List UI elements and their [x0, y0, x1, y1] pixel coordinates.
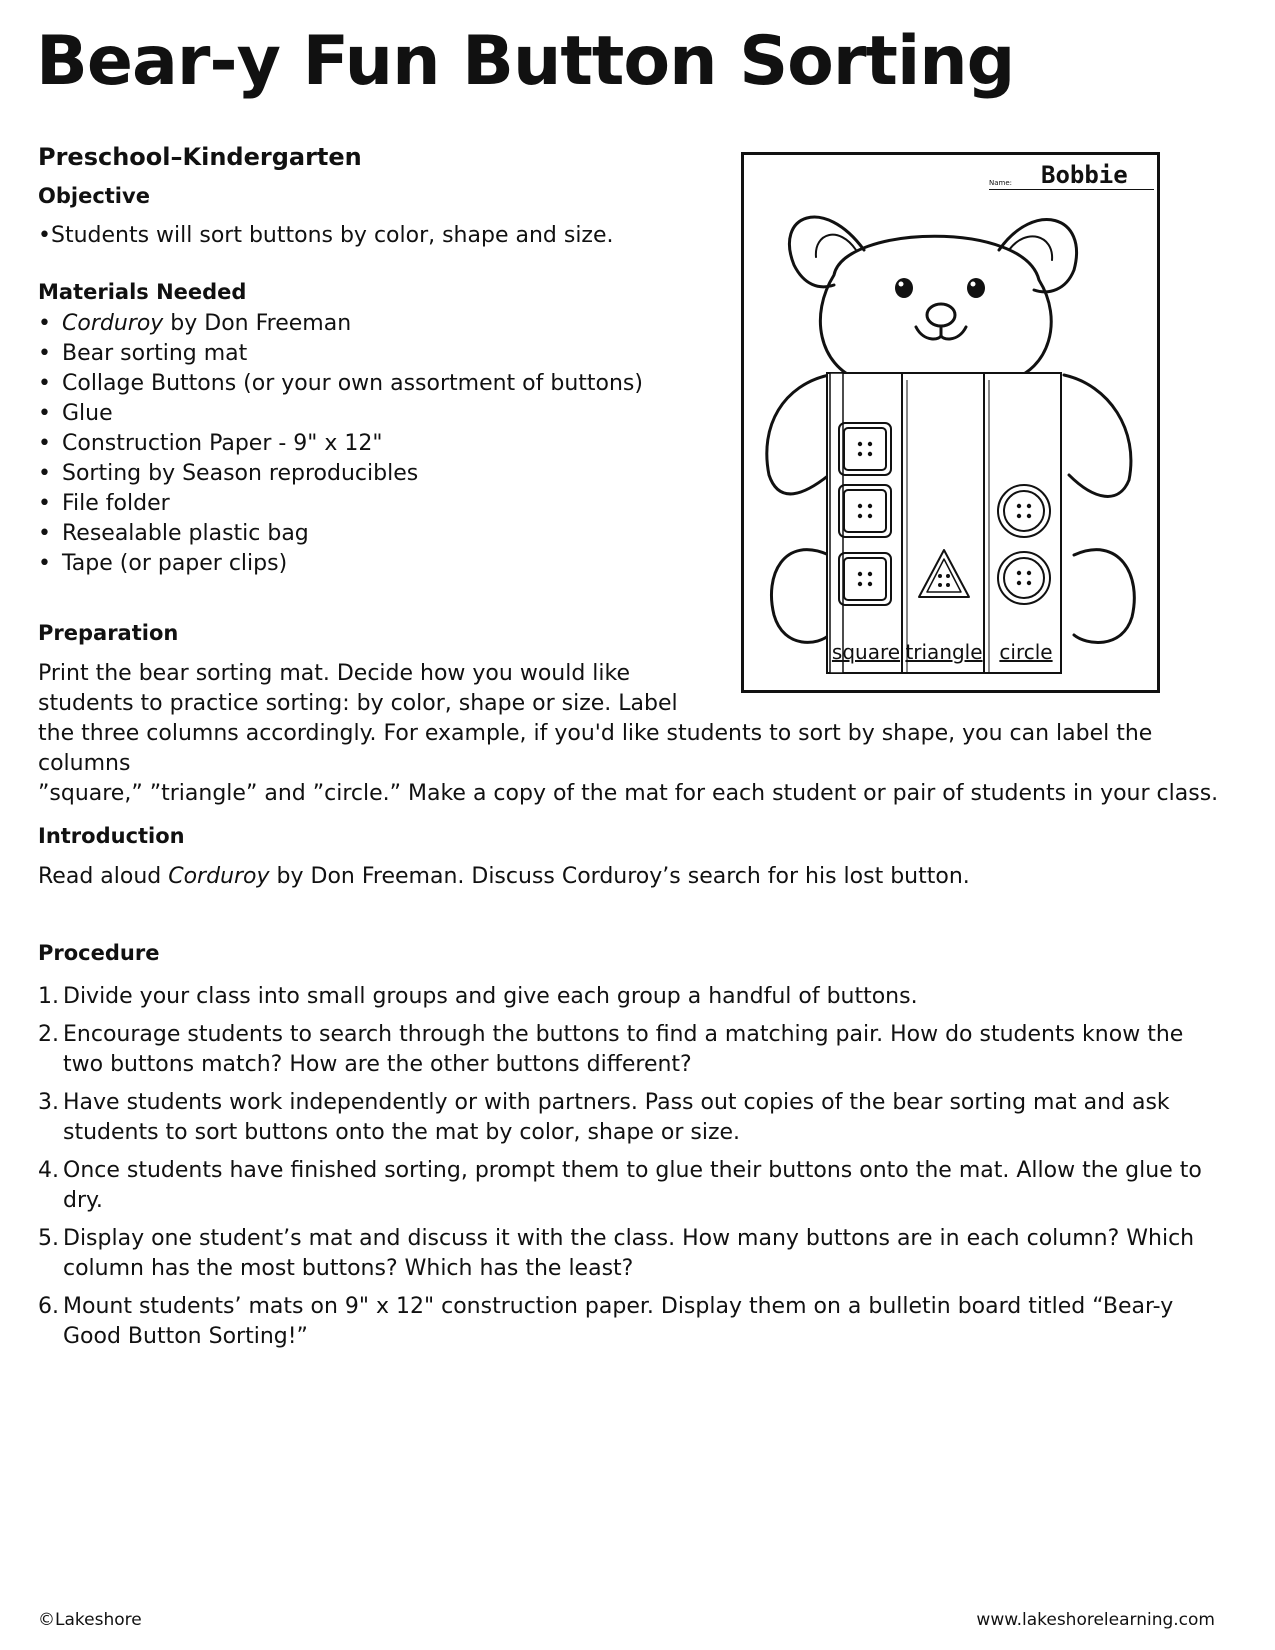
- procedure-step: 6. Mount students’ mats on 9" x 12" construction paper. Display them on a bulletin board titled “Bear-y Good Button Sorting!”: [38, 1294, 1174, 1349]
- procedure-step: 1. Divide your class into small groups and give each group a handful of buttons.: [38, 984, 918, 1009]
- website-link[interactable]: www.lakeshorelearning.com: [976, 1610, 1215, 1630]
- procedure-list: [38, 982, 1228, 1360]
- list-item: • Construction Paper - 9" x 12": [38, 431, 383, 456]
- name-value: Bobbie: [1041, 161, 1128, 189]
- list-item: • Resealable plastic bag: [38, 521, 309, 546]
- bear-sorting-mat-illustration: [741, 152, 1160, 693]
- materials-list: [38, 309, 643, 579]
- procedure-step: 5. Display one student’s mat and discuss it with the class. How many buttons are in each column? Which column has the most buttons? Which has the least?: [38, 1226, 1195, 1281]
- objective-heading: Objective: [38, 184, 150, 208]
- list-item: • Sorting by Season reproducibles: [38, 461, 419, 486]
- list-item: • Bear sorting mat: [38, 341, 248, 366]
- column-label-circle: circle: [999, 640, 1053, 664]
- grade-level: Preschool–Kindergarten: [38, 143, 362, 171]
- preparation-text: Print the bear sorting mat. Decide how you would like students to practice sorting: by color, shape or size. Label the three columns accordingly. For example, if you'd like students to sort by shape, you can label the columns ”square,” ”triangle” and ”circle.” Make a copy of the mat for each student or pair of students in your class.: [38, 661, 1219, 806]
- preparation-heading: Preparation: [38, 621, 179, 645]
- list-item: • Corduroy by Don Freeman: [38, 311, 352, 336]
- procedure-step: 4. Once students have finished sorting, prompt them to glue their buttons onto the mat. Allow the glue to dry.: [38, 1158, 1202, 1213]
- list-item: • Glue: [38, 401, 113, 426]
- page-title: Bear-y Fun Button Sorting: [36, 22, 1015, 101]
- procedure-step: 2. Encourage students to search through the buttons to find a matching pair. How do students know the two buttons match? How are the other buttons different?: [38, 1022, 1184, 1077]
- column-label-square: square: [831, 640, 901, 664]
- objective-text: •Students will sort buttons by color, shape and size.: [38, 223, 614, 248]
- copyright-text: ©Lakeshore: [38, 1610, 142, 1630]
- procedure-heading: Procedure: [38, 941, 160, 965]
- list-item: • Tape (or paper clips): [38, 551, 288, 576]
- procedure-step: 3. Have students work independently or with partners. Pass out copies of the bear sorting mat and ask students to sort buttons onto the mat by color, shape or size.: [38, 1090, 1170, 1145]
- introduction-heading: Introduction: [38, 824, 185, 848]
- introduction-text: Read aloud Corduroy by Don Freeman. Discuss Corduroy’s search for his lost button.: [38, 864, 970, 889]
- list-item: • File folder: [38, 491, 170, 516]
- name-label: Name:: [989, 179, 1013, 187]
- bear-drawing: [744, 155, 1157, 690]
- list-item: • Collage Buttons (or your own assortment of buttons): [38, 371, 643, 396]
- materials-heading: Materials Needed: [38, 280, 247, 304]
- column-label-triangle: triangle: [905, 640, 983, 664]
